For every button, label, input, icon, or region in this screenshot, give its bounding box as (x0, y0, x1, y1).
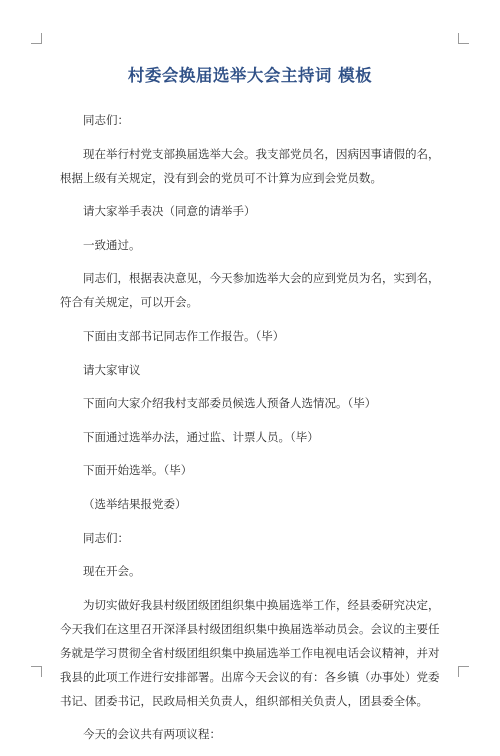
page-corner-mark-bottom-right (458, 666, 469, 677)
paragraph: 为切实做好我县村级团级团组织集中换届选举工作，经县委研究决定，今天我们在这里召开深泽县村级团组织集中换届选举动员会。会议的主要任务就是学习贯彻全省村级团组织集中换届选举工作电视电话会议精神，并对我县的此项工作进行安排部署。出席今天会议的有：各乡镇（办事处）党委书记、团委书记，民政局相关负责人，组织部相关负责人，团县委全体。 (60, 597, 440, 708)
paragraph: 今天的会议共有两项议程： (83, 727, 221, 742)
paragraph: 一致通过。 (83, 237, 141, 252)
paragraph: 同志们： (83, 530, 129, 545)
paragraph: 请大家审议 (83, 362, 141, 377)
page-corner-mark-top-right (458, 33, 469, 44)
paragraph: 下面通过选举办法，通过监、计票人员。（毕） (83, 429, 319, 444)
paragraph: 下面开始选举。（毕） (83, 463, 193, 478)
paragraph: （选举结果报党委） (83, 496, 187, 511)
paragraph: 下面由支部书记同志作工作报告。（毕） (83, 328, 285, 343)
paragraph: 请大家举手表决（同意的请举手） (83, 204, 256, 219)
paragraph: 同志们，根据表决意见，今天参加选举大会的应到党员为名，实到名，符合有关规定，可以开会。 (60, 271, 440, 310)
page-corner-mark-top-left (31, 33, 42, 44)
paragraph: 现在举行村党支部换届选举大会。我支部党员名，因病因事请假的名，根据上级有关规定，没有到会的党员可不计算为应到会党员数。 (60, 146, 440, 185)
paragraph: 现在开会。 (83, 564, 141, 579)
paragraph: 下面向大家介绍我村支部委员候选人预备人选情况。（毕） (83, 396, 377, 411)
paragraph: 同志们： (83, 113, 129, 127)
document-body (60, 108, 444, 756)
document-title: 村委会换届选举大会主持词 模板 (127, 66, 373, 85)
page-corner-mark-bottom-left (31, 666, 42, 677)
